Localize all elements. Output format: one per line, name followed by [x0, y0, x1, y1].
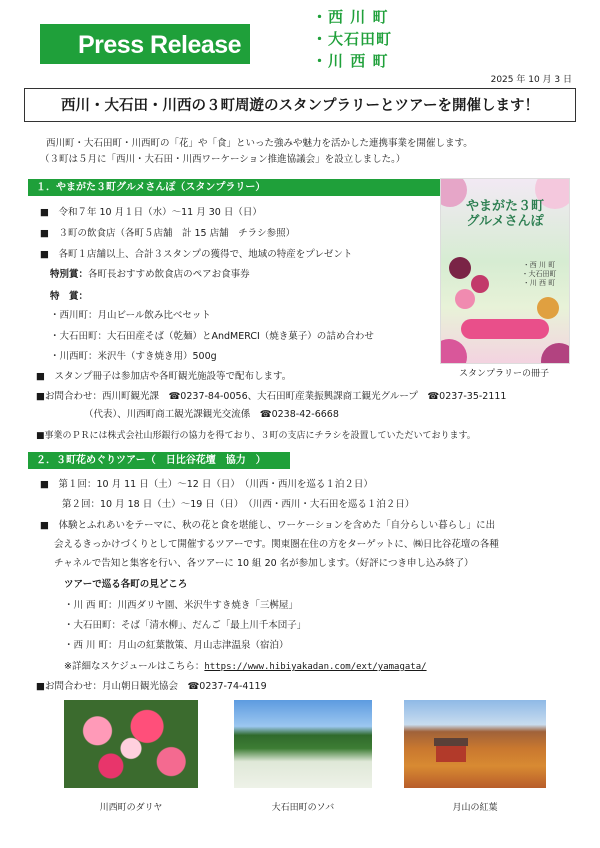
booklet-caption: スタンプラリーの冊子 — [458, 369, 549, 379]
town-oishida: ・大石田町 — [312, 30, 393, 48]
highlights-heading: ツアーで巡る各町の見どころ — [64, 579, 188, 590]
booklet-title-line-2: グルメさんぽ — [466, 214, 544, 229]
booklet-town-2: ・大石田町 — [521, 270, 557, 278]
town-nishikawa: ・西 川 町 — [312, 8, 389, 26]
prize-oishida: ・大石田町：大石田産そば（乾麺）とAndMERCI（焼き菓子）の詰め合わせ — [50, 331, 374, 342]
sponsor-note: ■事業のＰＲには株式会社山形銀行の協力を得ており、３町の支店にチラシを設置していただいております。 — [36, 431, 476, 441]
tour-desc-2: 会えるきっかけづくりとして開催するツアーです。関東圏在住の方をターゲットに、㈱日比谷花壇の各種 — [54, 539, 499, 550]
booklet-towns — [517, 261, 561, 288]
soba-caption: 大石田町のソバ — [271, 803, 335, 813]
stamp-rally-booklet-image — [440, 178, 570, 364]
section-2-heading: ２．３町花めぐりツアー（ 日比谷花壇 協力 ） — [28, 452, 290, 469]
tour-contact: ■お問合わせ：月山朝日観光協会 ☎0237-74-4119 — [36, 681, 267, 692]
booklet-note: ■ スタンプ冊子は参加店や各町観光施設等で配布します。 — [36, 371, 292, 382]
prize-kawanishi: ・川西町：米沢牛（すき焼き用）500g — [50, 351, 217, 362]
booklet-town-1: ・西 川 町 — [522, 261, 556, 269]
booklet-banner — [461, 319, 549, 339]
tour-1-dates: ■ 第１回：10 月 11 日（土）～12 日（日） （川西・西川を巡る１泊２日） — [40, 479, 373, 490]
intro-line-2: （３町は５月に「西川・大石田・川西ワーケーション推進協議会」を設立しました。） — [40, 154, 406, 165]
contact-line-1: ■お問合わせ：西川町観光課 ☎0237-84-0056、大石田町産業振興課商工観光グループ ☎0237-35-2111 — [36, 391, 507, 402]
release-date: 2025 年 10 月 3 日 — [490, 75, 572, 85]
prize-nishikawa: ・西川町：月山ビール飲み比べセット — [50, 310, 211, 321]
booklet-town-3: ・川 西 町 — [522, 279, 556, 287]
rally-shops: ■ ３町の飲食店（各町５店舗 計 15 店舗 チラシ参照） — [40, 228, 296, 239]
intro-line-1: 西川町・大石田町・川西町の「花」や「食」といった強みや魅力を活かした連携事業を開催します。 — [46, 138, 473, 149]
dahlia-photo — [64, 700, 198, 788]
dahlia-caption: 川西町のダリヤ — [99, 803, 163, 813]
prize-label: 特 賞： — [50, 291, 89, 302]
autumn-leaves-photo — [404, 700, 546, 788]
contact-line-2: （代表）、川西町商工観光課観光交流係 ☎0238-42-6668 — [84, 409, 339, 420]
soba-field-photo — [234, 700, 372, 788]
rally-rule: ■ 各町１店舗以上、合計３スタンプの獲得で、地域の特産をプレゼント — [40, 249, 353, 260]
booklet-title — [453, 199, 557, 229]
highlight-kawanishi: ・川 西 町：川西ダリヤ園、米沢牛すき焼き「三桝屋」 — [64, 600, 298, 611]
town-kawanishi: ・川 西 町 — [312, 52, 389, 70]
rally-period: ■ 令和７年 10 月１日（水）～11 月 30 日（日） — [40, 207, 262, 218]
section-1-heading: １．やまがた３町グルメさんぽ（スタンプラリー） — [28, 179, 458, 196]
tour-desc-1: ■ 体験とふれあいをテーマに、秋の花と食を堪能し、ワーケーションを含めた「自分らしい暮らし」に出 — [40, 520, 496, 531]
schedule-link[interactable]: https://www.hibiyakadan.com/ext/yamagata/ — [204, 662, 427, 672]
special-prize-text: 各町長おすすめ飲食店のペアお食事券 — [88, 269, 250, 280]
booklet-title-line-1: やまがた３町 — [465, 199, 544, 214]
tour-desc-3: チャネルで告知と集客を行い、各ツアーに 10 組 20 名が参加します。（好評につき申し込み終了） — [54, 558, 474, 569]
highlight-nishikawa: ・西 川 町：月山の紅葉散策、月山志津温泉（宿泊） — [64, 640, 289, 651]
tour-2-dates: 第２回：10 月 18 日（土）～19 日（日） （川西・西川・大石田を巡る１泊２日） — [62, 499, 415, 510]
special-prize — [50, 268, 250, 282]
press-release-label: Press Release — [78, 31, 242, 59]
town-list — [312, 6, 430, 78]
page-title: 西川・大石田・川西の３町周遊のスタンプラリーとツアーを開催します！ — [60, 98, 540, 114]
autumn-leaves-caption: 月山の紅葉 — [452, 803, 498, 813]
schedule-label: ※詳細なスケジュールはこちら： — [64, 661, 205, 672]
schedule-line — [64, 660, 427, 674]
highlight-oishida: ・大石田町：そば「清水柳」、だんご「最上川千本団子」 — [64, 620, 307, 631]
special-prize-label: 特別賞： — [50, 269, 89, 280]
